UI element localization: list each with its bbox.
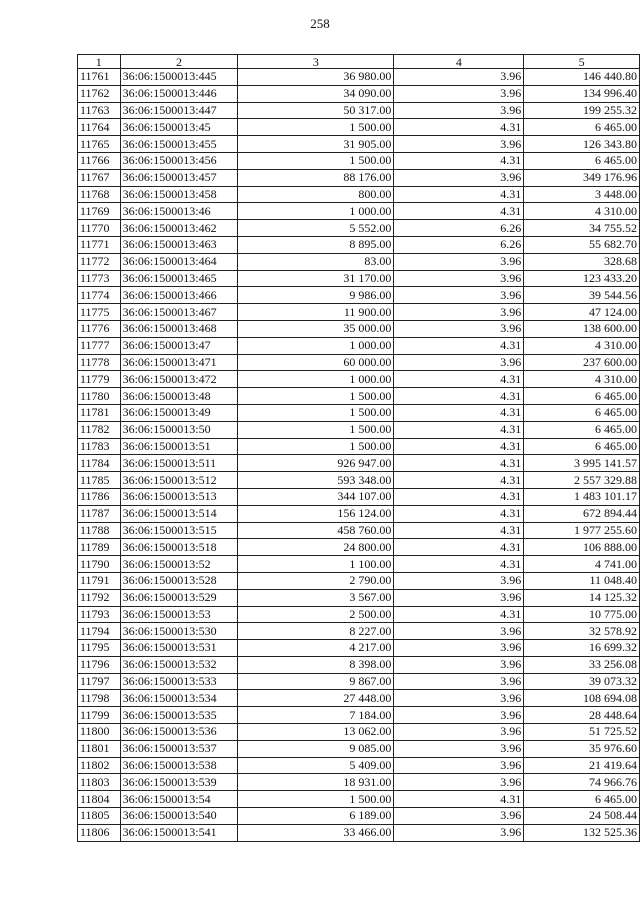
table-cell-col2: 36:06:1500013:541: [120, 824, 238, 841]
table-cell-col5: 3 995 141.57: [524, 455, 640, 472]
table-cell-col2: 36:06:1500013:512: [120, 472, 238, 489]
table-cell-col5: 126 343.80: [524, 136, 640, 153]
table-cell-col4: 4.31: [394, 152, 524, 169]
column-header-1: 1: [78, 55, 121, 69]
table-cell-col4: 4.31: [394, 556, 524, 573]
table-cell-col4: 3.96: [394, 169, 524, 186]
table-row: [78, 774, 640, 791]
table-cell-col4: 4.31: [394, 791, 524, 808]
table-cell-col4: 4.31: [394, 337, 524, 354]
table-cell-col5: 199 255.32: [524, 102, 640, 119]
table-cell-col1: 11802: [78, 757, 121, 774]
table-cell-col5: 672 894.44: [524, 505, 640, 522]
table-cell-col2: 36:06:1500013:458: [120, 186, 238, 203]
table-cell-col1: 11798: [78, 690, 121, 707]
table-row: [78, 656, 640, 673]
table-cell-col1: 11781: [78, 404, 121, 421]
table-cell-col3: 800.00: [238, 186, 394, 203]
table-cell-col3: 9 085.00: [238, 740, 394, 757]
table-cell-col3: 5 409.00: [238, 757, 394, 774]
table-cell-col3: 60 000.00: [238, 354, 394, 371]
table-cell-col4: 4.31: [394, 404, 524, 421]
table-row: [78, 572, 640, 589]
table-cell-col3: 9 867.00: [238, 673, 394, 690]
table-row: [78, 539, 640, 556]
table-cell-col5: 28 448.64: [524, 707, 640, 724]
table-cell-col5: 134 996.40: [524, 85, 640, 102]
column-header-4: 4: [394, 55, 524, 69]
table-cell-col5: 146 440.80: [524, 69, 640, 86]
table-cell-col1: 11767: [78, 169, 121, 186]
table-cell-col5: 138 600.00: [524, 320, 640, 337]
table-cell-col1: 11769: [78, 203, 121, 220]
table-cell-col3: 36 980.00: [238, 69, 394, 86]
table-cell-col2: 36:06:1500013:532: [120, 656, 238, 673]
table-row: [78, 724, 640, 741]
table-cell-col4: 3.96: [394, 304, 524, 321]
column-header-5: 5: [524, 55, 640, 69]
table-cell-col4: 4.31: [394, 119, 524, 136]
table-cell-col4: 3.96: [394, 707, 524, 724]
table-cell-col4: 3.96: [394, 253, 524, 270]
table-row: [78, 136, 640, 153]
table-cell-col4: 3.96: [394, 673, 524, 690]
table-cell-col3: 24 800.00: [238, 539, 394, 556]
table-cell-col3: 1 500.00: [238, 791, 394, 808]
table-row: [78, 640, 640, 657]
table-cell-col5: 328.68: [524, 253, 640, 270]
table-cell-col1: 11775: [78, 304, 121, 321]
table-cell-col1: 11783: [78, 438, 121, 455]
table-cell-col2: 36:06:1500013:472: [120, 371, 238, 388]
table-cell-col1: 11766: [78, 152, 121, 169]
table-cell-col1: 11788: [78, 522, 121, 539]
table-cell-col2: 36:06:1500013:537: [120, 740, 238, 757]
table-row: [78, 102, 640, 119]
table-cell-col5: 6 465.00: [524, 388, 640, 405]
table-cell-col4: 3.96: [394, 69, 524, 86]
table-cell-col1: 11772: [78, 253, 121, 270]
table-cell-col2: 36:06:1500013:456: [120, 152, 238, 169]
table-cell-col1: 11794: [78, 623, 121, 640]
table-cell-col4: 3.96: [394, 623, 524, 640]
table-cell-col5: 74 966.76: [524, 774, 640, 791]
table-row: [78, 589, 640, 606]
table-row: [78, 287, 640, 304]
table-row: [78, 69, 640, 86]
table-cell-col4: 3.96: [394, 320, 524, 337]
table-cell-col3: 7 184.00: [238, 707, 394, 724]
table-cell-col3: 9 986.00: [238, 287, 394, 304]
table-cell-col1: 11801: [78, 740, 121, 757]
table-cell-col1: 11800: [78, 724, 121, 741]
table-row: [78, 119, 640, 136]
table-cell-col3: 1 100.00: [238, 556, 394, 573]
table-cell-col1: 11804: [78, 791, 121, 808]
table-cell-col1: 11785: [78, 472, 121, 489]
table-cell-col4: 3.96: [394, 287, 524, 304]
table-cell-col5: 106 888.00: [524, 539, 640, 556]
table-cell-col5: 6 465.00: [524, 119, 640, 136]
table-cell-col3: 13 062.00: [238, 724, 394, 741]
table-cell-col3: 11 900.00: [238, 304, 394, 321]
table-cell-col5: 14 125.32: [524, 589, 640, 606]
table-cell-col2: 36:06:1500013:457: [120, 169, 238, 186]
table-row: [78, 203, 640, 220]
data-table: [77, 54, 640, 842]
table-cell-col3: 344 107.00: [238, 488, 394, 505]
table-row: [78, 556, 640, 573]
table-cell-col3: 926 947.00: [238, 455, 394, 472]
table-cell-col1: 11780: [78, 388, 121, 405]
table-cell-col2: 36:06:1500013:468: [120, 320, 238, 337]
table-cell-col1: 11774: [78, 287, 121, 304]
table-cell-col4: 3.96: [394, 724, 524, 741]
table-cell-col4: 3.96: [394, 102, 524, 119]
table-cell-col5: 11 048.40: [524, 572, 640, 589]
table-cell-col5: 39 544.56: [524, 287, 640, 304]
table-cell-col1: 11771: [78, 236, 121, 253]
table-cell-col5: 32 578.92: [524, 623, 640, 640]
table-cell-col1: 11786: [78, 488, 121, 505]
table-cell-col5: 51 725.52: [524, 724, 640, 741]
table-row: [78, 438, 640, 455]
table-cell-col3: 593 348.00: [238, 472, 394, 489]
table-cell-col2: 36:06:1500013:530: [120, 623, 238, 640]
table-cell-col2: 36:06:1500013:513: [120, 488, 238, 505]
table-cell-col4: 3.96: [394, 136, 524, 153]
table-row: [78, 169, 640, 186]
table-cell-col3: 458 760.00: [238, 522, 394, 539]
table-row: [78, 791, 640, 808]
table-cell-col5: 6 465.00: [524, 421, 640, 438]
table-cell-col2: 36:06:1500013:455: [120, 136, 238, 153]
table-cell-col5: 2 557 329.88: [524, 472, 640, 489]
table-cell-col1: 11787: [78, 505, 121, 522]
table-cell-col2: 36:06:1500013:471: [120, 354, 238, 371]
table-cell-col3: 18 931.00: [238, 774, 394, 791]
table-cell-col5: 4 310.00: [524, 371, 640, 388]
table-cell-col2: 36:06:1500013:46: [120, 203, 238, 220]
table-cell-col4: 3.96: [394, 572, 524, 589]
table-row: [78, 354, 640, 371]
table-cell-col3: 1 000.00: [238, 337, 394, 354]
table-row: [78, 690, 640, 707]
table-cell-col3: 1 500.00: [238, 119, 394, 136]
table-cell-col4: 4.31: [394, 505, 524, 522]
table-cell-col1: 11789: [78, 539, 121, 556]
table-cell-col5: 4 310.00: [524, 337, 640, 354]
table-cell-col3: 35 000.00: [238, 320, 394, 337]
table-row: [78, 253, 640, 270]
table-cell-col4: 4.31: [394, 421, 524, 438]
table-cell-col3: 6 189.00: [238, 808, 394, 825]
table-cell-col1: 11793: [78, 606, 121, 623]
table-row: [78, 824, 640, 841]
table-cell-col1: 11773: [78, 270, 121, 287]
table-cell-col2: 36:06:1500013:536: [120, 724, 238, 741]
table-cell-col3: 33 466.00: [238, 824, 394, 841]
table-cell-col2: 36:06:1500013:50: [120, 421, 238, 438]
table-cell-col4: 3.96: [394, 640, 524, 657]
table-body: [78, 55, 640, 842]
table-row: [78, 673, 640, 690]
table-cell-col4: 3.96: [394, 824, 524, 841]
table-row: [78, 186, 640, 203]
table-cell-col2: 36:06:1500013:529: [120, 589, 238, 606]
table-row: [78, 472, 640, 489]
table-cell-col5: 1 483 101.17: [524, 488, 640, 505]
table-row: [78, 740, 640, 757]
table-cell-col1: 11762: [78, 85, 121, 102]
table-cell-col2: 36:06:1500013:447: [120, 102, 238, 119]
table-cell-col2: 36:06:1500013:51: [120, 438, 238, 455]
table-cell-col3: 1 500.00: [238, 404, 394, 421]
table-cell-col4: 4.31: [394, 522, 524, 539]
table-cell-col4: 3.96: [394, 656, 524, 673]
table-cell-col2: 36:06:1500013:49: [120, 404, 238, 421]
table-cell-col4: 3.96: [394, 740, 524, 757]
table-cell-col5: 39 073.32: [524, 673, 640, 690]
table-cell-col5: 1 977 255.60: [524, 522, 640, 539]
table-cell-col1: 11790: [78, 556, 121, 573]
table-cell-col1: 11763: [78, 102, 121, 119]
table-cell-col4: 3.96: [394, 757, 524, 774]
table-cell-col2: 36:06:1500013:465: [120, 270, 238, 287]
table-cell-col2: 36:06:1500013:528: [120, 572, 238, 589]
table-cell-col1: 11768: [78, 186, 121, 203]
table-cell-col4: 4.31: [394, 472, 524, 489]
table-cell-col2: 36:06:1500013:540: [120, 808, 238, 825]
table-cell-col3: 1 500.00: [238, 388, 394, 405]
table-cell-col3: 31 170.00: [238, 270, 394, 287]
table-cell-col2: 36:06:1500013:511: [120, 455, 238, 472]
table-row: [78, 85, 640, 102]
table-cell-col1: 11770: [78, 220, 121, 237]
table-cell-col3: 50 317.00: [238, 102, 394, 119]
table-cell-col5: 47 124.00: [524, 304, 640, 321]
table-cell-col3: 83.00: [238, 253, 394, 270]
table-cell-col4: 6.26: [394, 220, 524, 237]
table-cell-col2: 36:06:1500013:518: [120, 539, 238, 556]
table-row: [78, 488, 640, 505]
table-cell-col1: 11796: [78, 656, 121, 673]
column-header-3: 3: [238, 55, 394, 69]
table-cell-col1: 11778: [78, 354, 121, 371]
table-cell-col2: 36:06:1500013:54: [120, 791, 238, 808]
table-cell-col1: 11776: [78, 320, 121, 337]
table-cell-col3: 1 000.00: [238, 371, 394, 388]
table-cell-col1: 11805: [78, 808, 121, 825]
column-header-2: 2: [120, 55, 238, 69]
table-cell-col3: 2 500.00: [238, 606, 394, 623]
table-cell-col5: 123 433.20: [524, 270, 640, 287]
table-cell-col1: 11806: [78, 824, 121, 841]
table-cell-col1: 11779: [78, 371, 121, 388]
table-row: [78, 152, 640, 169]
table-cell-col4: 4.31: [394, 388, 524, 405]
table-cell-col2: 36:06:1500013:446: [120, 85, 238, 102]
table-cell-col2: 36:06:1500013:47: [120, 337, 238, 354]
table-row: [78, 757, 640, 774]
table-cell-col3: 8 895.00: [238, 236, 394, 253]
table-cell-col1: 11799: [78, 707, 121, 724]
table-cell-col4: 4.31: [394, 455, 524, 472]
table-row: [78, 337, 640, 354]
table-cell-col3: 88 176.00: [238, 169, 394, 186]
table-cell-col1: 11765: [78, 136, 121, 153]
table-cell-col2: 36:06:1500013:514: [120, 505, 238, 522]
table-cell-col2: 36:06:1500013:533: [120, 673, 238, 690]
table-row: [78, 623, 640, 640]
table-row: [78, 404, 640, 421]
table-cell-col1: 11782: [78, 421, 121, 438]
table-cell-col3: 8 227.00: [238, 623, 394, 640]
table-row: [78, 388, 640, 405]
table-cell-col2: 36:06:1500013:534: [120, 690, 238, 707]
table-cell-col5: 6 465.00: [524, 404, 640, 421]
table-cell-col2: 36:06:1500013:463: [120, 236, 238, 253]
table-cell-col3: 1 500.00: [238, 438, 394, 455]
table-cell-col3: 2 790.00: [238, 572, 394, 589]
table-cell-col4: 3.96: [394, 85, 524, 102]
table-cell-col3: 31 905.00: [238, 136, 394, 153]
table-cell-col5: 6 465.00: [524, 438, 640, 455]
table-cell-col5: 16 699.32: [524, 640, 640, 657]
table-row: [78, 808, 640, 825]
table-cell-col4: 3.96: [394, 270, 524, 287]
table-cell-col2: 36:06:1500013:467: [120, 304, 238, 321]
table-cell-col2: 36:06:1500013:538: [120, 757, 238, 774]
table-cell-col4: 4.31: [394, 371, 524, 388]
table-cell-col5: 3 448.00: [524, 186, 640, 203]
table-cell-col1: 11764: [78, 119, 121, 136]
table-cell-col5: 24 508.44: [524, 808, 640, 825]
table-cell-col1: 11791: [78, 572, 121, 589]
table-cell-col4: 4.31: [394, 203, 524, 220]
table-cell-col5: 21 419.64: [524, 757, 640, 774]
table-cell-col4: 4.31: [394, 438, 524, 455]
table-cell-col2: 36:06:1500013:515: [120, 522, 238, 539]
table-cell-col3: 5 552.00: [238, 220, 394, 237]
table-cell-col4: 3.96: [394, 354, 524, 371]
table-cell-col2: 36:06:1500013:52: [120, 556, 238, 573]
table-row: [78, 522, 640, 539]
table-cell-col5: 6 465.00: [524, 791, 640, 808]
table-cell-col3: 4 217.00: [238, 640, 394, 657]
table-row: [78, 304, 640, 321]
table-cell-col5: 132 525.36: [524, 824, 640, 841]
table-cell-col5: 10 775.00: [524, 606, 640, 623]
page-number: 258: [310, 16, 330, 31]
table-cell-col2: 36:06:1500013:466: [120, 287, 238, 304]
table-cell-col1: 11795: [78, 640, 121, 657]
table-cell-col3: 27 448.00: [238, 690, 394, 707]
table-cell-col2: 36:06:1500013:535: [120, 707, 238, 724]
table-row: [78, 371, 640, 388]
table-cell-col5: 55 682.70: [524, 236, 640, 253]
table-cell-col3: 156 124.00: [238, 505, 394, 522]
table-cell-col3: 1 500.00: [238, 421, 394, 438]
table-cell-col3: 3 567.00: [238, 589, 394, 606]
table-cell-col1: 11797: [78, 673, 121, 690]
table-cell-col4: 3.96: [394, 690, 524, 707]
table-cell-col3: 34 090.00: [238, 85, 394, 102]
table-cell-col4: 4.31: [394, 488, 524, 505]
table-cell-col5: 4 310.00: [524, 203, 640, 220]
table-row: [78, 220, 640, 237]
table-cell-col5: 34 755.52: [524, 220, 640, 237]
table-cell-col4: 3.96: [394, 774, 524, 791]
table-cell-col2: 36:06:1500013:45: [120, 119, 238, 136]
table-cell-col5: 6 465.00: [524, 152, 640, 169]
table-cell-col3: 8 398.00: [238, 656, 394, 673]
table-row: [78, 707, 640, 724]
table-cell-col2: 36:06:1500013:445: [120, 69, 238, 86]
table-cell-col5: 108 694.08: [524, 690, 640, 707]
table-cell-col2: 36:06:1500013:464: [120, 253, 238, 270]
table-cell-col2: 36:06:1500013:531: [120, 640, 238, 657]
table-cell-col5: 4 741.00: [524, 556, 640, 573]
table-cell-col1: 11803: [78, 774, 121, 791]
table-cell-col1: 11761: [78, 69, 121, 86]
table-cell-col1: 11784: [78, 455, 121, 472]
table-cell-col5: 237 600.00: [524, 354, 640, 371]
table-cell-col5: 35 976.60: [524, 740, 640, 757]
table-cell-col4: 6.26: [394, 236, 524, 253]
table-row: [78, 236, 640, 253]
table-cell-col2: 36:06:1500013:539: [120, 774, 238, 791]
table-row: [78, 505, 640, 522]
table-cell-col2: 36:06:1500013:53: [120, 606, 238, 623]
table-row: [78, 606, 640, 623]
table-cell-col3: 1 000.00: [238, 203, 394, 220]
table-row: [78, 421, 640, 438]
table-cell-col4: 4.31: [394, 606, 524, 623]
table-cell-col5: 349 176.96: [524, 169, 640, 186]
table-cell-col4: 3.96: [394, 589, 524, 606]
table-cell-col1: 11792: [78, 589, 121, 606]
table-row: [78, 455, 640, 472]
table-row: [78, 270, 640, 287]
table-cell-col2: 36:06:1500013:462: [120, 220, 238, 237]
table-row: [78, 320, 640, 337]
table-cell-col2: 36:06:1500013:48: [120, 388, 238, 405]
table-cell-col4: 4.31: [394, 186, 524, 203]
table-cell-col4: 3.96: [394, 808, 524, 825]
table-cell-col4: 4.31: [394, 539, 524, 556]
table-cell-col1: 11777: [78, 337, 121, 354]
table-cell-col3: 1 500.00: [238, 152, 394, 169]
table-cell-col5: 33 256.08: [524, 656, 640, 673]
table-header-row: [78, 55, 640, 69]
